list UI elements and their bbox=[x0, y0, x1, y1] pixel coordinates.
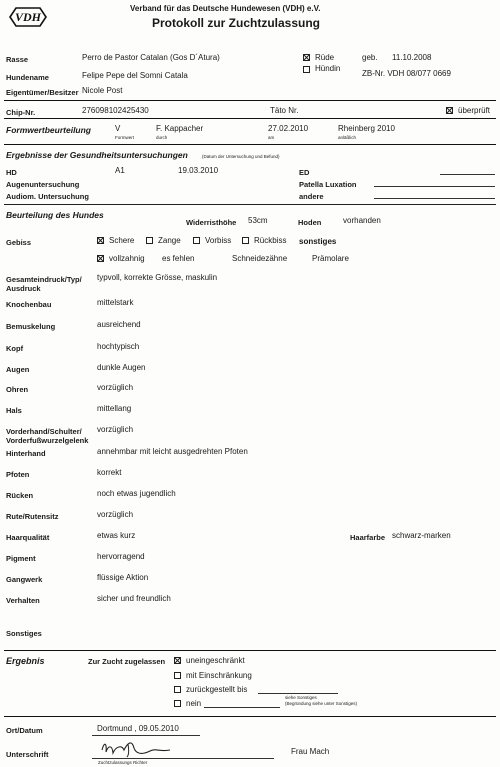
assessment-row-value: ausreichend bbox=[97, 320, 141, 329]
assessment-row-value: mittellang bbox=[97, 404, 132, 413]
richter-sub: Zuchtzulassungs Richter bbox=[98, 760, 148, 765]
es-fehlen-label: es fehlen bbox=[162, 254, 195, 263]
assessment-row-label-2: Ausdruck bbox=[6, 284, 41, 293]
result-option: mit Einschränkung bbox=[186, 671, 252, 680]
ed-line bbox=[440, 174, 495, 175]
signature-line bbox=[92, 758, 274, 759]
assessment-row-label: Haarqualität bbox=[6, 533, 50, 542]
formwert-date: 27.02.2010 bbox=[268, 124, 309, 133]
assessment-row-value: typvoll, korrekte Grösse, maskulin bbox=[97, 273, 218, 282]
result-option: zurückgestellt bis bbox=[186, 685, 248, 694]
unterschrift-label: Unterschrift bbox=[6, 750, 49, 759]
assessment-row-label: Ohren bbox=[6, 385, 29, 394]
bite-vorbiss-checkbox[interactable] bbox=[193, 237, 200, 244]
vollzahnig-checkbox[interactable] bbox=[97, 255, 104, 262]
org-name: Verband für das Deutsche Hundewesen (VDH) e.V. bbox=[130, 4, 321, 13]
patella-line bbox=[374, 186, 495, 187]
zugelassen-label: Zur Zucht zugelassen bbox=[88, 657, 166, 666]
assessment-row-label: Knochenbau bbox=[6, 300, 52, 309]
bite-rueckbiss-checkbox[interactable] bbox=[242, 237, 249, 244]
female-label: Hündin bbox=[315, 64, 341, 73]
assessment-row-label: Kopf bbox=[6, 344, 24, 353]
result-einschraenkung-checkbox[interactable] bbox=[174, 672, 181, 679]
assessment-row-label: Augen bbox=[6, 365, 30, 374]
assessment-row-label: Hinterhand bbox=[6, 449, 46, 458]
hoden-label: Hoden bbox=[298, 218, 322, 227]
taeto-label: Täto Nr. bbox=[270, 106, 299, 115]
divider bbox=[4, 144, 496, 145]
widerrist-label: Widerristhöhe bbox=[186, 218, 237, 227]
patella-label: Patella Luxation bbox=[299, 180, 357, 189]
assessment-row-value: hochtypisch bbox=[97, 342, 140, 351]
augen-label: Augenuntersuchung bbox=[6, 180, 80, 189]
hd-date: 19.03.2010 bbox=[178, 166, 219, 175]
schneidezaehne-label: Schneidezähne bbox=[232, 254, 288, 263]
rasse-label: Rasse bbox=[6, 55, 29, 64]
haarfarbe-label: Haarfarbe bbox=[350, 533, 386, 542]
result-note-2: (Begründung siehe unter Sonstiges) bbox=[285, 701, 358, 706]
ort-label: Ort/Datum bbox=[6, 726, 43, 735]
health-heading: Ergebnisse der Gesundheitsuntersuchungen bbox=[6, 150, 188, 160]
chip-label: Chip-Nr. bbox=[6, 108, 36, 117]
audiom-label: Audiom. Untersuchung bbox=[6, 192, 89, 201]
assessment-row-value: annehmbar mit leicht ausgedrehten Pfoten bbox=[97, 447, 248, 456]
result-nein-checkbox[interactable] bbox=[174, 700, 181, 707]
result-zurueckgestellt-checkbox[interactable] bbox=[174, 686, 181, 693]
formwert-judge-sub: durch bbox=[156, 135, 168, 140]
bite-schere-checkbox[interactable] bbox=[97, 237, 104, 244]
assessment-row-label: Gesamteindruck/Typ/ bbox=[6, 275, 82, 284]
formwert-grade-sub: Formwert bbox=[115, 135, 134, 140]
male-checkbox[interactable] bbox=[303, 54, 310, 61]
gebiss-label: Gebiss bbox=[6, 238, 32, 247]
owner-label: Eigentümer/Besitzer bbox=[6, 88, 79, 97]
assessment-row-label: Vorderhand/Schulter/ bbox=[6, 427, 82, 436]
divider bbox=[4, 716, 496, 717]
result-note-1: siehe Sonstiges bbox=[285, 695, 317, 700]
assessment-row-label: Pigment bbox=[6, 554, 36, 563]
hoden-value: vorhanden bbox=[343, 216, 381, 225]
chip-value: 276098102425430 bbox=[82, 106, 149, 115]
andere-line bbox=[374, 198, 495, 199]
assessment-row-label-2: Vorderfußwurzelgelenk bbox=[6, 436, 89, 445]
divider bbox=[4, 204, 496, 205]
result-option: uneingeschränkt bbox=[186, 656, 245, 665]
health-heading-note: (Datum der Untersuchung und Befund) bbox=[202, 154, 280, 159]
hundename-label: Hundename bbox=[6, 73, 49, 82]
ort-value: Dortmund , 09.05.2010 bbox=[97, 724, 179, 733]
formwert-grade: V bbox=[115, 124, 121, 133]
signature bbox=[98, 738, 178, 760]
assessment-row-value: hervorragend bbox=[97, 552, 145, 561]
assessment-row-value: noch etwas jugendlich bbox=[97, 489, 176, 498]
geb-label: geb. bbox=[362, 53, 378, 62]
zb-number: ZB-Nr. VDH 08/077 0669 bbox=[362, 69, 451, 78]
formwert-judge: F. Kappacher bbox=[156, 124, 204, 133]
richter-name: Frau Mach bbox=[291, 747, 330, 756]
assessment-row-value: mittelstark bbox=[97, 298, 134, 307]
owner-value: Nicole Post bbox=[82, 86, 123, 95]
widerrist-value: 53cm bbox=[248, 216, 268, 225]
ort-line bbox=[92, 735, 200, 736]
ueberprueft-checkbox[interactable] bbox=[446, 107, 453, 114]
assessment-row-label: Bemuskelung bbox=[6, 322, 56, 331]
assessment-heading: Beurteilung des Hundes bbox=[6, 210, 104, 220]
svg-text:VDH: VDH bbox=[14, 10, 42, 24]
sonstiges-label: sonstiges bbox=[299, 237, 337, 246]
haarfarbe-value: schwarz-marken bbox=[392, 531, 451, 540]
zurueckgestellt-line bbox=[258, 693, 338, 694]
hd-label: HD bbox=[6, 168, 17, 177]
page-title: Protokoll zur Zuchtzulassung bbox=[152, 16, 321, 30]
assessment-row-label: Pfoten bbox=[6, 470, 30, 479]
assessment-row-value: vorzüglich bbox=[97, 510, 134, 519]
assessment-row-label: Rücken bbox=[6, 491, 34, 500]
bite-option: Vorbiss bbox=[205, 236, 232, 245]
bite-zange-checkbox[interactable] bbox=[146, 237, 153, 244]
formwert-event: Rheinberg 2010 bbox=[338, 124, 395, 133]
assessment-row-label: Gangwerk bbox=[6, 575, 43, 584]
formwert-heading: Formwertbeurteilung bbox=[6, 125, 92, 135]
assessment-row-label: Hals bbox=[6, 406, 22, 415]
hundename-value: Felipe Pepe del Somni Catala bbox=[82, 71, 188, 80]
assessment-row-value: etwas kurz bbox=[97, 531, 136, 540]
assessment-row-label: Rute/Rutensitz bbox=[6, 512, 59, 521]
assessment-row-value: sicher und freundlich bbox=[97, 594, 171, 603]
hd-value: A1 bbox=[115, 166, 125, 175]
assessment-row-label: Sonstiges bbox=[6, 629, 42, 638]
assessment-row-value: dunkle Augen bbox=[97, 363, 146, 372]
assessment-row-value: vorzüglich bbox=[97, 425, 134, 434]
male-label: Rüde bbox=[315, 53, 335, 62]
result-option: nein bbox=[186, 699, 202, 708]
divider bbox=[4, 650, 496, 651]
rasse-value: Perro de Pastor Catalan (Gos D´Atura) bbox=[82, 53, 220, 62]
formwert-event-sub: anläßlich bbox=[338, 135, 357, 140]
bite-option: Schere bbox=[109, 236, 135, 245]
divider bbox=[4, 100, 496, 101]
nein-line bbox=[204, 707, 280, 708]
assessment-row-value: flüssige Aktion bbox=[97, 573, 149, 582]
geb-value: 11.10.2008 bbox=[392, 53, 432, 62]
divider bbox=[4, 118, 496, 119]
bite-option: Zange bbox=[158, 236, 181, 245]
female-checkbox[interactable] bbox=[303, 66, 310, 73]
result-heading: Ergebnis bbox=[6, 656, 45, 666]
assessment-row-label: Verhalten bbox=[6, 596, 40, 605]
vdh-logo bbox=[8, 6, 48, 28]
assessment-row-value: vorzüglich bbox=[97, 383, 134, 392]
result-uneingeschraenkt-checkbox[interactable] bbox=[174, 657, 181, 664]
bite-option: Rückbiss bbox=[254, 236, 287, 245]
formwert-date-sub: am bbox=[268, 135, 275, 140]
ueberprueft-label: überprüft bbox=[458, 106, 491, 115]
andere-label: andere bbox=[299, 192, 324, 201]
vollzahnig-label: vollzahnig bbox=[109, 254, 145, 263]
praemolare-label: Prämolare bbox=[312, 254, 349, 263]
assessment-row-value: korrekt bbox=[97, 468, 122, 477]
ed-label: ED bbox=[299, 168, 310, 177]
